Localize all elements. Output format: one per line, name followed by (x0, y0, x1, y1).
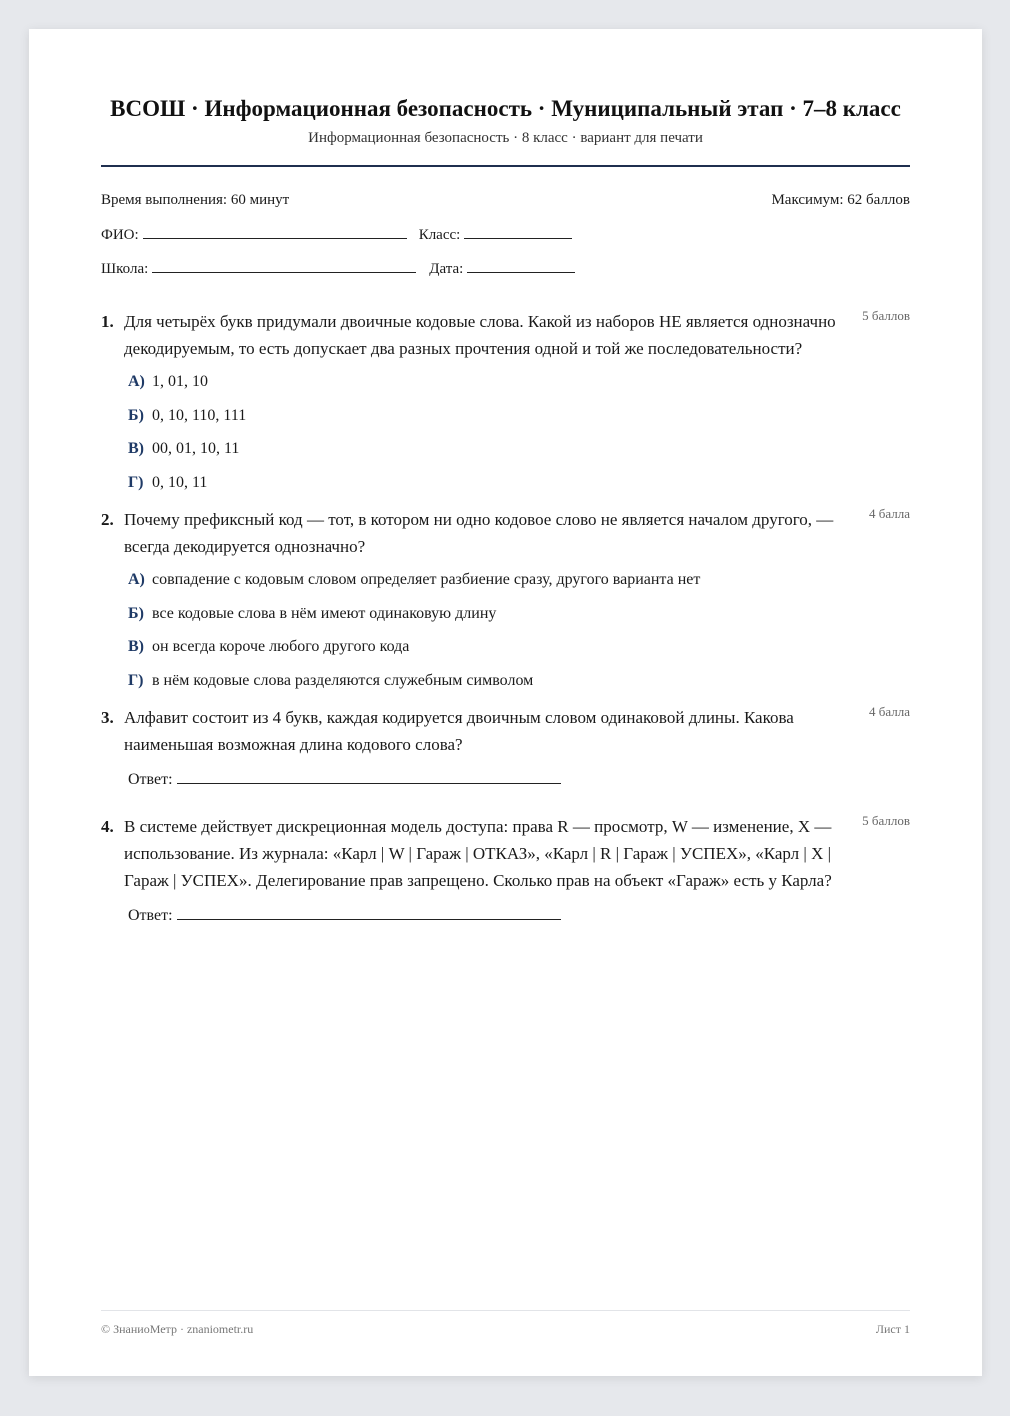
school-label: Школа: (101, 261, 149, 277)
answer-input-line[interactable] (177, 906, 561, 920)
footer-page-number: Лист 1 (875, 1322, 910, 1336)
option-g[interactable] (128, 473, 910, 493)
option-text: 1, 01, 10 (152, 373, 208, 390)
question-4 (101, 813, 910, 925)
question-2 (101, 506, 910, 691)
option-text: 0, 10, 11 (152, 473, 208, 491)
option-text: все кодовые слова в нём имеют одинаковую длину (152, 604, 497, 622)
option-g[interactable] (128, 671, 910, 691)
option-b[interactable] (128, 406, 910, 426)
options-list (128, 570, 910, 691)
meta-row (101, 192, 910, 209)
option-text: в нём кодовые слова разделяются служебным символом (152, 671, 534, 689)
option-letter: В) (128, 638, 144, 655)
header-divider (101, 165, 910, 167)
question-3 (101, 704, 910, 789)
option-text: совпадение с кодовым словом определяет разбиение сразу, другого варианта нет (152, 571, 701, 588)
question-number: 2. (101, 510, 114, 529)
question-number: 4. (101, 817, 114, 836)
option-letter: В) (128, 440, 144, 457)
school-input-line[interactable] (152, 259, 416, 273)
answer-row (128, 906, 910, 925)
option-a[interactable] (128, 570, 910, 590)
question-number: 3. (101, 708, 114, 727)
school-date-row (101, 259, 910, 278)
option-v[interactable] (128, 439, 910, 459)
name-input-line[interactable] (143, 225, 407, 239)
class-input-line[interactable] (464, 225, 572, 239)
question-points: 4 балла (869, 506, 910, 521)
option-letter: Б) (128, 406, 144, 424)
answer-label: Ответ: (128, 771, 173, 788)
page-footer (101, 1310, 910, 1337)
class-label: Класс: (418, 227, 461, 243)
page-subtitle: Информационная безопасность · 8 класс · вариант для печати (308, 130, 703, 146)
question-text: В системе действует дискреционная модель доступа: права R — просмотр, W — изменение, X — использование. Из журнала: «Карл | W | Гараж | ОТКАЗ», «Карл | R | Гараж | УСПЕХ», «Карл | X | Гараж | УСПЕХ». Делегирование прав запрещено. Сколько прав на объект «Гараж» есть у Карла? (124, 817, 832, 890)
question-points: 5 баллов (862, 308, 910, 323)
question-points: 5 баллов (862, 813, 910, 828)
option-b[interactable] (128, 604, 910, 624)
paper-sheet (29, 29, 982, 1376)
date-input-line[interactable] (467, 259, 575, 273)
options-list (128, 372, 910, 493)
answer-row (128, 770, 910, 789)
option-v[interactable] (128, 637, 910, 657)
option-letter: Б) (128, 604, 144, 622)
question-text: Алфавит состоит из 4 букв, каждая кодируется двоичным словом одинаковой длины. Какова наименьшая возможная длина кодового слова? (124, 708, 794, 754)
question-1 (101, 308, 910, 493)
footer-copyright: © ЗнаниоМетр · znaniometr.ru (101, 1322, 254, 1336)
date-label: Дата: (429, 261, 464, 277)
answer-input-line[interactable] (177, 770, 561, 784)
question-number: 1. (101, 312, 114, 331)
option-letter: Г) (128, 473, 144, 491)
option-letter: Г) (128, 671, 144, 689)
option-a[interactable] (128, 372, 910, 392)
answer-label: Ответ: (128, 907, 173, 924)
time-limit: Время выполнения: 60 минут (101, 192, 290, 208)
option-text: 00, 01, 10, 11 (152, 440, 240, 457)
name-class-row (101, 225, 910, 244)
option-letter: А) (128, 373, 145, 390)
max-score: Максимум: 62 баллов (771, 192, 910, 208)
sheet-content (101, 95, 910, 925)
page-title: ВСОШ · Информационная безопасность · Муниципальный этап · 7–8 класс (110, 96, 901, 121)
question-points: 4 балла (869, 704, 910, 719)
question-text: Для четырёх букв придумали двоичные кодовые слова. Какой из наборов НЕ является однозначно декодируемым, то есть допускает два разных прочтения одной и той же последовательности? (124, 312, 836, 358)
option-text: он всегда короче любого другого кода (152, 638, 410, 655)
option-text: 0, 10, 110, 111 (152, 406, 247, 424)
option-letter: А) (128, 571, 145, 588)
question-text: Почему префиксный код — тот, в котором ни одно кодовое слово не является началом другого, — всегда декодируется однозначно? (124, 510, 834, 556)
name-label: ФИО: (101, 227, 139, 243)
